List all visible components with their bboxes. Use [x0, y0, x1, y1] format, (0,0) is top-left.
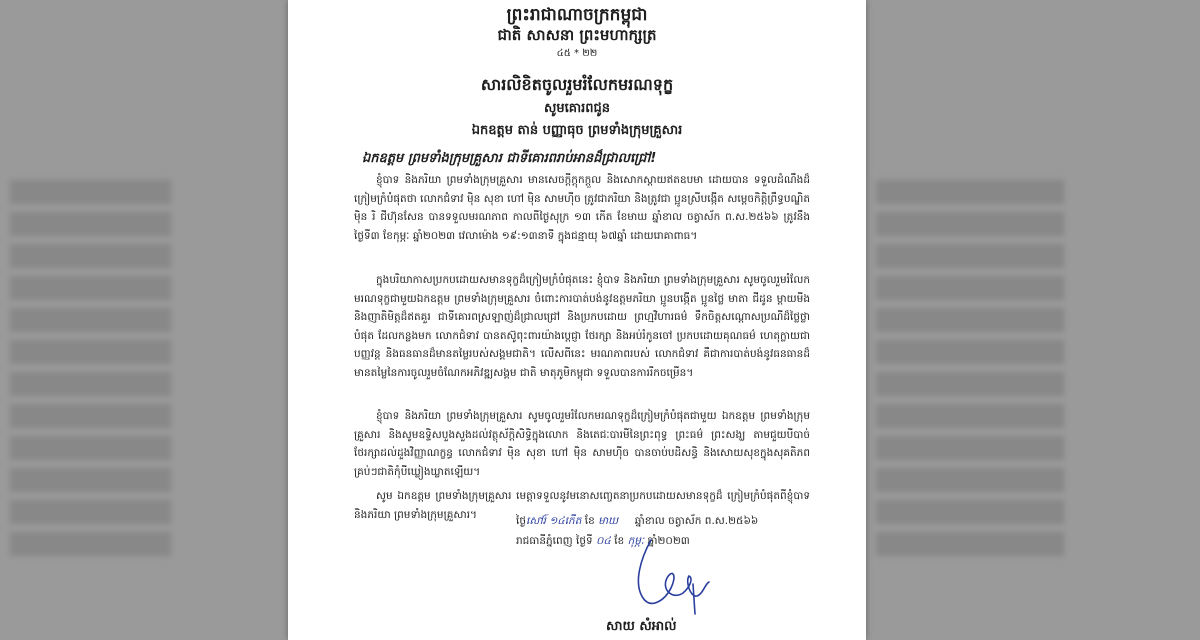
body-paragraph-2: ក្នុងបរិយាកាសប្រកបដោយសមានទុក្ខដ៏ក្រៀមក្រំបំផុតនេះ ខ្ញុំបាទ និងភរិយា ព្រមទាំងក្រុមគ្រួសារ សូមចូលរួមរំលែកមរណទុក្ខជាមួយឯកឧត្តម ព្រមទាំងក្រុមគ្រួសារ ចំពោះការបាត់បង់នូវឧត្តមភរិយា ប្អូនបង្កើត ប្អូនថ្លៃ មាតា ជីដូន ម្តាយមីង និងញាតិមិត្តដ៏ឥតគួរ ជាទីគោរពស្រឡាញ់ដ៏ជ្រាលជ្រៅ និងប្រកបដោយ ព្រហ្មវិហារធម៌ ទឹកចិត្តសណ្តោសប្រណីដ៏ថ្លៃថ្លាបំផុត ដែលកន្លងមក លោកជំទាវ បានតស៊ូពុះពារយ៉ាងប្តេជ្ញា ថែរក្សា និងអប់រំកូនចៅ ប្រកបដោយគុណធម៌ ហេតុក្លាយជាបញ្ញវន្ត និងធនធានដ៏មានតម្លៃរបស់សង្គមជាតិ។ លើសពីនេះ មរណភាពរបស់ លោកជំទាវ គឺជាការបាត់បង់នូវធនធានដ៏មានតម្លៃនៃការចូលរួមចំណែកអភិវឌ្ឍសង្គម ជាតិ មាតុភូមិកម្ពុជា ទទួលបានការរីកចម្រើន។ — [354, 274, 810, 379]
lunar-date-month-label: ខែ — [584, 515, 595, 527]
lunar-date-handwritten-month: មាឃ — [598, 515, 619, 527]
motto-ornament: ៤៥ * ២២ — [556, 48, 598, 59]
letter-recipient: ឯកឧត្តម តាន់ បញ្ញាធុច ព្រមទាំងក្រុមគ្រួសារ — [471, 123, 683, 138]
handwritten-signature — [633, 538, 753, 618]
city-date-year: ឆ្នាំ២០២៣ — [647, 535, 690, 547]
body-paragraph-3: ខ្ញុំបាទ និងភរិយា ព្រមទាំងក្រុមគ្រួសារ សូមចូលរួមរំលែកមរណទុក្ខដ៏ក្រៀមក្រំបំផុតជាមួយ ឯកឧត្តម ព្រមទាំងក្រុមគ្រួសារ និងសូមឧទ្ទិសបួងសួងដល់វត្ថុស័ក្តិសិទ្ធិក្នុងលោក និងតេជៈបារមីនៃព្រះពុទ្ធ ព្រះធម៌ ព្រះសង្ឃ តាមជួយបីបាច់ថែរក្សាដល់ដួងវិញ្ញាណក្ខន្ធ លោកជំទាវ ម៉ិន សុខា ហៅ ម៉ិន សាមហ៊ីច បានចាប់បដិសន្ធិ និងសោយសុខក្នុងសុគតិភពគ្រប់ៗជាតិកុំបីឃ្លៀងឃ្លាតឡើយ។ — [354, 410, 810, 478]
letter-title: សារលិខិតចូលរួមរំលែកមរណទុក្ខ — [480, 75, 674, 94]
body-paragraph-1: ខ្ញុំបាទ និងភរិយា ព្រមទាំងក្រុមគ្រួសារ មានសេចក្តីក្តុកក្តួល និងសោកស្តាយឥតឧបមា ដោយបាន ទទួលដំណឹងដ៏ក្រៀមក្រំបំផុតថា លោកជំទាវ ម៉ិន សុខា ហៅ ម៉ិន សាមហ៊ីច ត្រូវជាភរិយា និងត្រូវជា ប្អូនស្រីបង្កើត សម្តេចកិត្តិព្រឹទ្ធបណ្ឌិត ម៉ិន រិ ជីហ៊ុនសែន បានទទួលមរណភាព កាលពីថ្ងៃសុក្រ ១៣ កើត ខែមាឃ ឆ្នាំខាល ចត្វាស័ក ព.ស.២៥៦៦ ត្រូវនឹងថ្ងៃទី៣ ខែកុម្ភៈ ឆ្នាំ២០២៣ វេលាម៉ោង ១៩:១៣នាទី ក្នុងជន្មាយុ ៦៧ឆ្នាំ ដោយរោគាពាធ។ — [354, 174, 810, 242]
blurred-text-decoration — [866, 0, 1200, 640]
national-motto: ជាតិ សាសនា ព្រះមហាក្សត្រ — [497, 26, 657, 44]
salutation: ឯកឧត្តម ព្រមទាំងក្រុមគ្រួសារ ជាទីគោរពរាប់អានដ៏ជ្រាលជ្រៅ! — [362, 151, 657, 166]
blurred-text-decoration — [0, 0, 288, 640]
blurred-background-left — [0, 0, 288, 640]
city-date-month-label: ខែ — [614, 535, 625, 547]
kingdom-heading: ព្រះរាជាណាចក្រកម្ពុជា — [506, 5, 648, 25]
lunar-date-year: ឆ្នាំខាល ចត្វាស័ក ព.ស.២៥៦៦ — [634, 515, 759, 527]
body-paragraph-4: សូម ឯកឧត្តម ព្រមទាំងក្រុមគ្រួសារ មេត្តាទទួលនូវមនោសញ្ចេតនាប្រកបដោយសមានទុក្ខដ៏ ក្រៀមក្រំបំផុតពីខ្ញុំបាទ និងភរិយា ព្រមទាំងក្រុមគ្រួសារ។ — [354, 490, 810, 521]
city-date-handwritten-month: កុម្ភៈ — [627, 535, 645, 547]
lunar-date-handwritten-day: សៅរ៍ ១៤កើត — [526, 515, 582, 527]
signer-name: សាយ សំអាល់ — [606, 619, 677, 634]
letter-document — [288, 0, 866, 640]
city-date-prefix: រាជធានីភ្នំពេញ ថ្ងៃទី — [516, 535, 593, 547]
city-date-handwritten-day: ០៤ — [596, 535, 611, 547]
lunar-date-prefix: ថ្ងៃ — [516, 515, 526, 527]
letter-addressing: សូមគោរពជូន — [543, 101, 610, 116]
blurred-background-right — [866, 0, 1200, 640]
lunar-date-line — [516, 515, 758, 530]
